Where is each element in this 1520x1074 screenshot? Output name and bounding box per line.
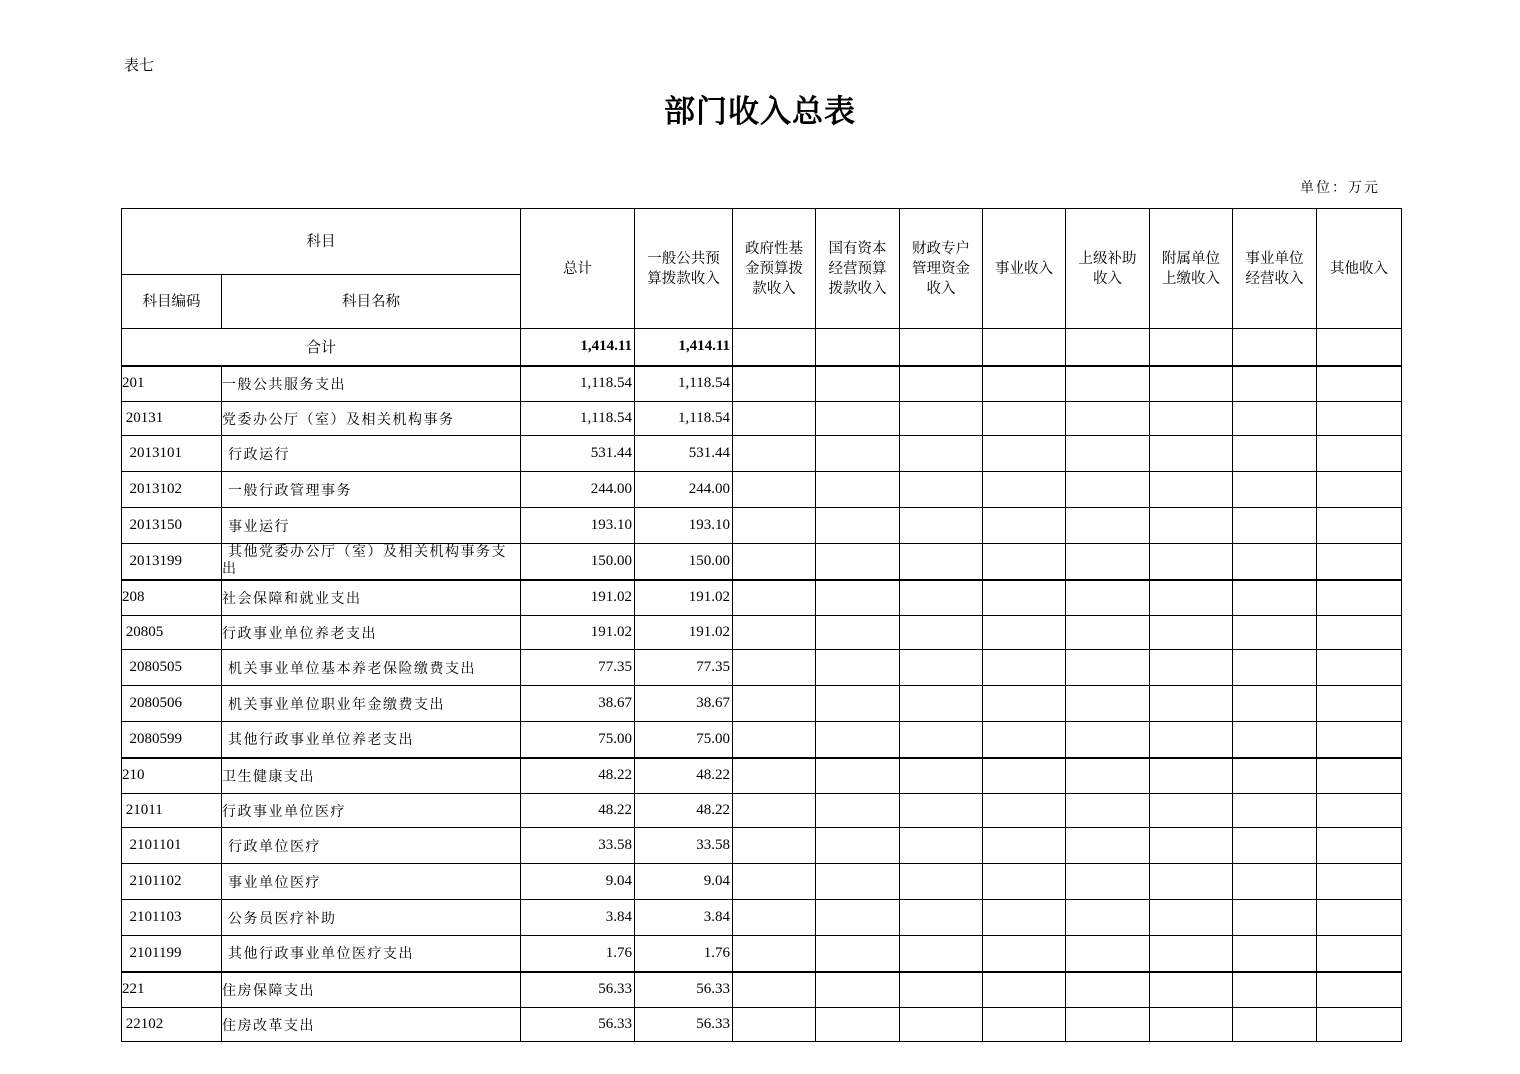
empty-cell — [1066, 972, 1150, 1008]
row-name: 一般行政管理事务 — [222, 472, 521, 508]
empty-cell — [900, 472, 983, 508]
row-code: 20131 — [122, 402, 222, 436]
empty-cell — [1233, 366, 1317, 402]
row-general-budget: 1.76 — [635, 936, 733, 972]
row-general-budget: 56.33 — [635, 1008, 733, 1042]
empty-cell — [900, 544, 983, 580]
empty-cell — [900, 436, 983, 472]
empty-cell — [733, 758, 816, 794]
empty-cell — [733, 508, 816, 544]
empty-cell — [1317, 508, 1402, 544]
empty-cell — [1233, 722, 1317, 758]
empty-cell — [733, 794, 816, 828]
empty-cell — [1317, 794, 1402, 828]
empty-cell — [1150, 544, 1233, 580]
row-name: 住房改革支出 — [222, 1008, 521, 1042]
row-code: 208 — [122, 580, 222, 616]
row-name: 机关事业单位基本养老保险缴费支出 — [222, 650, 521, 686]
empty-cell — [983, 616, 1066, 650]
header-fiscal-special: 财政专户管理资金收入 — [900, 209, 983, 329]
empty-cell — [1233, 828, 1317, 864]
empty-cell — [733, 436, 816, 472]
empty-cell — [1317, 758, 1402, 794]
row-code: 20805 — [122, 616, 222, 650]
row-total: 191.02 — [521, 616, 635, 650]
row-general-budget: 48.22 — [635, 758, 733, 794]
empty-cell — [1317, 366, 1402, 402]
table-row — [122, 650, 1402, 686]
row-general-budget: 191.02 — [635, 580, 733, 616]
row-general-budget: 9.04 — [635, 864, 733, 900]
empty-cell — [1317, 936, 1402, 972]
row-name: 一般公共服务支出 — [222, 366, 521, 402]
empty-cell — [816, 936, 900, 972]
row-code: 2013102 — [122, 472, 222, 508]
empty-cell — [816, 508, 900, 544]
table-row — [122, 472, 1402, 508]
empty-cell — [983, 508, 1066, 544]
empty-cell — [983, 722, 1066, 758]
empty-cell — [1317, 650, 1402, 686]
empty-cell — [983, 686, 1066, 722]
empty-cell — [1233, 544, 1317, 580]
empty-cell — [1150, 472, 1233, 508]
empty-cell — [1233, 402, 1317, 436]
table-row — [122, 900, 1402, 936]
empty-cell — [1317, 580, 1402, 616]
row-code: 210 — [122, 758, 222, 794]
empty-cell — [900, 580, 983, 616]
empty-cell — [816, 864, 900, 900]
empty-cell — [733, 616, 816, 650]
row-general-budget: 191.02 — [635, 616, 733, 650]
row-total: 56.33 — [521, 972, 635, 1008]
empty-cell — [1066, 936, 1150, 972]
row-code: 2101199 — [122, 936, 222, 972]
table-row — [122, 1008, 1402, 1042]
empty-cell — [816, 686, 900, 722]
empty-cell — [983, 402, 1066, 436]
row-name: 机关事业单位职业年金缴费支出 — [222, 686, 521, 722]
table-row — [122, 828, 1402, 864]
empty-cell — [733, 686, 816, 722]
table-row — [122, 616, 1402, 650]
empty-cell — [1150, 436, 1233, 472]
empty-cell — [733, 722, 816, 758]
row-general-budget: 77.35 — [635, 650, 733, 686]
empty-cell — [733, 972, 816, 1008]
empty-cell — [1317, 472, 1402, 508]
empty-cell — [733, 900, 816, 936]
empty-cell — [733, 1008, 816, 1042]
empty-cell — [983, 864, 1066, 900]
empty-cell — [983, 366, 1066, 402]
row-general-budget: 48.22 — [635, 794, 733, 828]
empty-cell — [1233, 794, 1317, 828]
empty-cell — [733, 864, 816, 900]
empty-cell — [816, 972, 900, 1008]
row-name: 其他党委办公厅（室）及相关机构事务支出 — [222, 544, 521, 580]
row-total: 48.22 — [521, 758, 635, 794]
row-name: 行政事业单位养老支出 — [222, 616, 521, 650]
empty-cell — [900, 650, 983, 686]
row-total: 1.76 — [521, 936, 635, 972]
table-row — [122, 758, 1402, 794]
row-general-budget: 150.00 — [635, 544, 733, 580]
page-title: 部门收入总表 — [664, 94, 856, 130]
empty-cell — [816, 580, 900, 616]
table-row — [122, 508, 1402, 544]
empty-cell — [816, 472, 900, 508]
table-tag: 表七 — [124, 56, 155, 74]
empty-cell — [733, 366, 816, 402]
empty-cell — [1233, 758, 1317, 794]
empty-cell — [1150, 972, 1233, 1008]
empty-cell — [983, 972, 1066, 1008]
empty-cell — [1150, 1008, 1233, 1042]
empty-cell — [1150, 864, 1233, 900]
empty-cell — [900, 864, 983, 900]
empty-cell — [816, 544, 900, 580]
header-total: 总计 — [521, 209, 635, 329]
empty-cell — [1066, 616, 1150, 650]
row-code: 2013150 — [122, 508, 222, 544]
row-total: 191.02 — [521, 580, 635, 616]
row-general-budget: 193.10 — [635, 508, 733, 544]
empty-cell — [900, 972, 983, 1008]
row-code: 2013199 — [122, 544, 222, 580]
empty-cell — [816, 366, 900, 402]
row-total: 150.00 — [521, 544, 635, 580]
row-general-budget: 56.33 — [635, 972, 733, 1008]
empty-cell — [900, 366, 983, 402]
empty-cell — [1317, 722, 1402, 758]
row-general-budget: 38.67 — [635, 686, 733, 722]
empty-cell — [1066, 794, 1150, 828]
empty-cell — [1066, 686, 1150, 722]
empty-cell — [1317, 616, 1402, 650]
empty-cell — [1233, 936, 1317, 972]
row-general-budget: 1,118.54 — [635, 402, 733, 436]
empty-cell — [1233, 864, 1317, 900]
row-code: 2101102 — [122, 864, 222, 900]
empty-cell — [1066, 508, 1150, 544]
header-gov-fund: 政府性基金预算拨款收入 — [733, 209, 816, 329]
table-row — [122, 402, 1402, 436]
empty-cell — [1233, 900, 1317, 936]
row-code: 221 — [122, 972, 222, 1008]
empty-cell — [1233, 616, 1317, 650]
header-subject: 科目 — [122, 209, 521, 275]
empty-cell — [1150, 794, 1233, 828]
row-name: 住房保障支出 — [222, 972, 521, 1008]
empty-cell — [900, 1008, 983, 1042]
table-row — [122, 722, 1402, 758]
empty-cell — [1066, 864, 1150, 900]
income-summary-table — [121, 208, 1402, 1042]
row-code: 2080506 — [122, 686, 222, 722]
table-row — [122, 436, 1402, 472]
empty-cell — [1317, 436, 1402, 472]
empty-cell — [983, 900, 1066, 936]
empty-cell — [1233, 650, 1317, 686]
table-row — [122, 794, 1402, 828]
empty-cell — [983, 472, 1066, 508]
empty-cell — [733, 650, 816, 686]
table-row — [122, 544, 1402, 580]
row-code: 2080599 — [122, 722, 222, 758]
row-general-budget: 75.00 — [635, 722, 733, 758]
empty-cell — [1317, 402, 1402, 436]
row-total: 1,118.54 — [521, 402, 635, 436]
table-row — [122, 686, 1402, 722]
empty-cell — [900, 828, 983, 864]
row-name: 行政事业单位医疗 — [222, 794, 521, 828]
empty-cell — [1066, 722, 1150, 758]
row-total: 48.22 — [521, 794, 635, 828]
empty-cell — [816, 616, 900, 650]
summary-row — [122, 329, 1402, 366]
row-name: 其他行政事业单位医疗支出 — [222, 936, 521, 972]
row-general-budget: 33.58 — [635, 828, 733, 864]
empty-cell — [816, 650, 900, 686]
empty-cell — [1066, 650, 1150, 686]
table-row — [122, 936, 1402, 972]
row-code: 201 — [122, 366, 222, 402]
row-code: 2101101 — [122, 828, 222, 864]
empty-cell — [816, 900, 900, 936]
row-total: 75.00 — [521, 722, 635, 758]
header-other: 其他收入 — [1317, 209, 1402, 329]
empty-cell — [1233, 580, 1317, 616]
empty-cell — [733, 472, 816, 508]
header-name: 科目名称 — [222, 275, 521, 329]
empty-cell — [900, 508, 983, 544]
empty-cell — [1317, 864, 1402, 900]
empty-cell — [1066, 758, 1150, 794]
header-state-capital: 国有资本经营预算拨款收入 — [816, 209, 900, 329]
table-row — [122, 864, 1402, 900]
row-code: 22102 — [122, 1008, 222, 1042]
empty-cell — [983, 1008, 1066, 1042]
empty-cell — [1066, 402, 1150, 436]
row-general-budget: 244.00 — [635, 472, 733, 508]
empty-cell — [1233, 1008, 1317, 1042]
row-code: 2013101 — [122, 436, 222, 472]
empty-cell — [983, 580, 1066, 616]
row-total: 1,118.54 — [521, 366, 635, 402]
empty-cell — [1150, 686, 1233, 722]
row-total: 38.67 — [521, 686, 635, 722]
empty-cell — [1317, 900, 1402, 936]
empty-cell — [1150, 650, 1233, 686]
empty-cell — [733, 544, 816, 580]
empty-cell — [1317, 828, 1402, 864]
row-code: 2080505 — [122, 650, 222, 686]
row-name: 其他行政事业单位养老支出 — [222, 722, 521, 758]
empty-cell — [1150, 366, 1233, 402]
row-name: 行政运行 — [222, 436, 521, 472]
empty-cell — [1233, 472, 1317, 508]
row-total: 3.84 — [521, 900, 635, 936]
empty-cell — [983, 936, 1066, 972]
row-total: 193.10 — [521, 508, 635, 544]
empty-cell — [1317, 1008, 1402, 1042]
row-general-budget: 3.84 — [635, 900, 733, 936]
row-name: 党委办公厅（室）及相关机构事务 — [222, 402, 521, 436]
empty-cell — [1233, 436, 1317, 472]
header-general-budget: 一般公共预算拨款收入 — [635, 209, 733, 329]
empty-cell — [816, 436, 900, 472]
empty-cell — [900, 900, 983, 936]
empty-cell — [733, 936, 816, 972]
row-name: 事业单位医疗 — [222, 864, 521, 900]
empty-cell — [900, 794, 983, 828]
empty-cell — [1150, 828, 1233, 864]
empty-cell — [983, 828, 1066, 864]
empty-cell — [900, 722, 983, 758]
header-affiliated: 附属单位上缴收入 — [1150, 209, 1233, 329]
empty-cell — [1150, 580, 1233, 616]
header-code: 科目编码 — [122, 275, 222, 329]
row-general-budget: 531.44 — [635, 436, 733, 472]
empty-cell — [1317, 686, 1402, 722]
empty-cell — [1233, 686, 1317, 722]
row-code: 2101103 — [122, 900, 222, 936]
empty-cell — [1150, 900, 1233, 936]
empty-cell — [1066, 580, 1150, 616]
empty-cell — [983, 794, 1066, 828]
empty-cell — [1317, 544, 1402, 580]
empty-cell — [816, 828, 900, 864]
empty-cell — [1066, 1008, 1150, 1042]
table-row — [122, 580, 1402, 616]
row-name: 行政单位医疗 — [222, 828, 521, 864]
row-name: 事业运行 — [222, 508, 521, 544]
summary-total: 1,414.11 — [521, 329, 635, 366]
empty-cell — [1233, 508, 1317, 544]
empty-cell — [733, 402, 816, 436]
empty-cell — [1066, 828, 1150, 864]
empty-cell — [983, 544, 1066, 580]
header-business-income: 事业收入 — [983, 209, 1066, 329]
empty-cell — [733, 828, 816, 864]
row-total: 244.00 — [521, 472, 635, 508]
row-total: 9.04 — [521, 864, 635, 900]
summary-general-budget: 1,414.11 — [635, 329, 733, 366]
empty-cell — [816, 758, 900, 794]
empty-cell — [1233, 972, 1317, 1008]
empty-cell — [900, 402, 983, 436]
header-business-operation: 事业单位经营收入 — [1233, 209, 1317, 329]
row-total: 56.33 — [521, 1008, 635, 1042]
empty-cell — [983, 436, 1066, 472]
empty-cell — [983, 650, 1066, 686]
row-total: 531.44 — [521, 436, 635, 472]
header-superior-subsidy: 上级补助收入 — [1066, 209, 1150, 329]
row-total: 33.58 — [521, 828, 635, 864]
empty-cell — [900, 936, 983, 972]
empty-cell — [1150, 758, 1233, 794]
empty-cell — [1066, 472, 1150, 508]
empty-cell — [900, 758, 983, 794]
empty-cell — [733, 580, 816, 616]
table-row — [122, 366, 1402, 402]
empty-cell — [983, 758, 1066, 794]
empty-cell — [816, 1008, 900, 1042]
empty-cell — [900, 616, 983, 650]
unit-label: 单位：万元 — [1300, 180, 1380, 196]
empty-cell — [1066, 544, 1150, 580]
empty-cell — [1150, 616, 1233, 650]
empty-cell — [1317, 972, 1402, 1008]
empty-cell — [816, 794, 900, 828]
empty-cell — [1066, 900, 1150, 936]
empty-cell — [816, 722, 900, 758]
row-name: 社会保障和就业支出 — [222, 580, 521, 616]
empty-cell — [1066, 436, 1150, 472]
empty-cell — [1066, 366, 1150, 402]
empty-cell — [1150, 508, 1233, 544]
empty-cell — [1150, 722, 1233, 758]
empty-cell — [900, 686, 983, 722]
empty-cell — [1150, 402, 1233, 436]
row-total: 77.35 — [521, 650, 635, 686]
row-code: 21011 — [122, 794, 222, 828]
summary-label: 合计 — [122, 329, 521, 366]
row-name: 公务员医疗补助 — [222, 900, 521, 936]
row-name: 卫生健康支出 — [222, 758, 521, 794]
empty-cell — [816, 402, 900, 436]
row-general-budget: 1,118.54 — [635, 366, 733, 402]
table-row — [122, 972, 1402, 1008]
empty-cell — [1150, 936, 1233, 972]
